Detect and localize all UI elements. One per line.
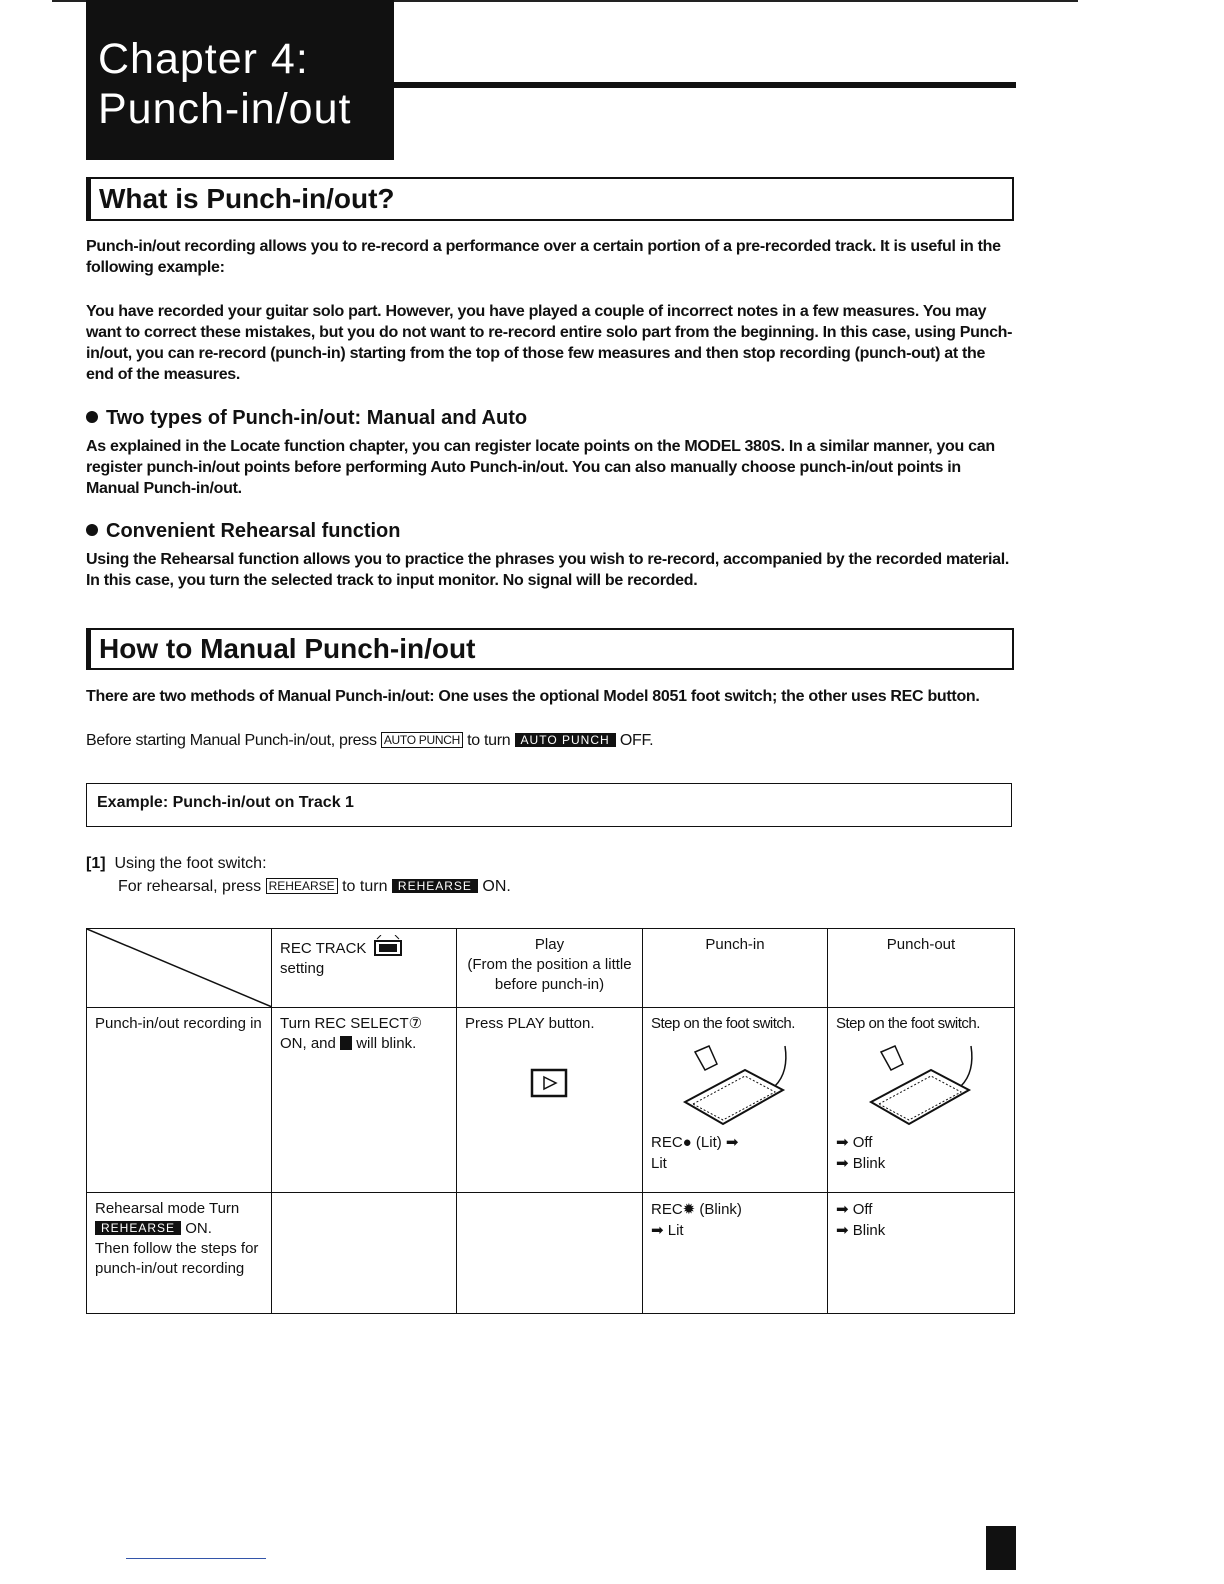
subheading-rehearsal: Convenient Rehearsal function <box>86 520 401 543</box>
example-box: Example: Punch-in/out on Track 1 <box>86 783 1012 827</box>
paragraph-example: You have recorded your guitar solo part. However, you have played a couple of incorrect notes in a few measures. You may want to correct these mistakes, but you do not want to re-record entire solo part from the beginning. In this case, using Punch-in/out, you can re-record (punch-in) starting from the top of those few measures and then stop recording (punch-out) at the end of the measures. <box>86 303 1013 383</box>
rehearse-indicator: REHEARSE <box>392 879 478 893</box>
chapter-number: Chapter 4: <box>98 35 309 83</box>
rehearse-indicator: REHEARSE <box>95 1221 181 1235</box>
header-rec-track: REC TRACK setting <box>272 929 457 1008</box>
table-header-row <box>87 929 1015 1008</box>
row-label: Punch-in/out recording in <box>87 1008 272 1193</box>
paragraph-two-types: As explained in the Locate function chapter, you can register locate points on the MODEL 380S. In a similar manner, you can register punch-in/out points before performing Auto Punch-in/out. You can also manually choose punch-in/out points in Manual Punch-in/out. <box>86 438 995 497</box>
paragraph-before-starting: Before starting Manual Punch-in/out, press AUTO PUNCH to turn AUTO PUNCH OFF. <box>86 732 654 749</box>
diagonal-line <box>87 929 272 1007</box>
cell-rec-select: Turn REC SELECT⑦ ON, and will blink. <box>272 1008 457 1193</box>
subheading-two-types: Two types of Punch-in/out: Manual and Auto <box>86 407 527 430</box>
chapter-rule <box>394 82 1016 88</box>
chapter-title: Punch-in/out <box>98 85 352 133</box>
page-tab <box>986 1526 1016 1570</box>
paragraph-rehearsal: Using the Rehearsal function allows you to practice the phrases you wish to re-record, accompanied by the recorded material. In this case, you turn the selected track to input monitor. No signal will be recorded. <box>86 551 1010 589</box>
punch-procedure-table <box>86 928 1015 1314</box>
auto-punch-indicator: AUTO PUNCH <box>515 733 616 747</box>
foot-switch-icon <box>851 1042 991 1132</box>
foot-switch-icon <box>665 1042 805 1132</box>
auto-punch-key: AUTO PUNCH <box>381 732 463 748</box>
cell-punch-out: Step on the foot switch. ➡ Off ➡ Blink <box>828 1008 1015 1193</box>
table-row <box>87 1193 1015 1314</box>
cell-punch-in-rehearsal: REC✹ (Blink) ➡ Lit <box>643 1193 828 1314</box>
header-punch-out: Punch-out <box>828 929 1015 1008</box>
paragraph-intro: Punch-in/out recording allows you to re-record a performance over a certain portion of a pre-recorded track. It is useful in the following example: <box>86 238 1001 276</box>
cell-punch-in: Step on the foot switch. REC● (Lit) ➡ Lit <box>643 1008 828 1193</box>
row-label: Rehearsal mode Turn REHEARSE ON. Then follow the steps for punch-in/out recording <box>87 1193 272 1314</box>
track-icon <box>371 935 405 957</box>
cell-empty <box>457 1193 643 1314</box>
play-button-icon <box>530 1060 570 1100</box>
cell-empty <box>272 1193 457 1314</box>
chapter-heading <box>86 0 394 160</box>
section-heading-what-is <box>86 177 1014 221</box>
table-row <box>87 1008 1015 1193</box>
bullet-icon <box>86 524 98 536</box>
step-1: [1] Using the foot switch: For rehearsal, press REHEARSE to turn REHEARSE ON. <box>86 855 511 895</box>
cell-punch-out-rehearsal: ➡ Off ➡ Blink <box>828 1193 1015 1314</box>
track-led-icon <box>340 1036 352 1050</box>
section-title: What is Punch-in/out? <box>99 183 395 214</box>
header-play: Play (From the position a little before punch-in) <box>457 929 643 1008</box>
footnote-rule <box>126 1558 266 1559</box>
corner-cell <box>87 929 272 1008</box>
step-number: [1] <box>86 855 106 872</box>
header-punch-in: Punch-in <box>643 929 828 1008</box>
cell-play: Press PLAY button. <box>457 1008 643 1193</box>
bullet-icon <box>86 411 98 423</box>
section-title: How to Manual Punch-in/out <box>99 633 476 664</box>
section-heading-manual <box>86 628 1014 670</box>
paragraph-methods: There are two methods of Manual Punch-in/out: One uses the optional Model 8051 foot switch; the other uses REC button. <box>86 688 980 705</box>
rehearse-key: REHEARSE <box>266 878 338 894</box>
